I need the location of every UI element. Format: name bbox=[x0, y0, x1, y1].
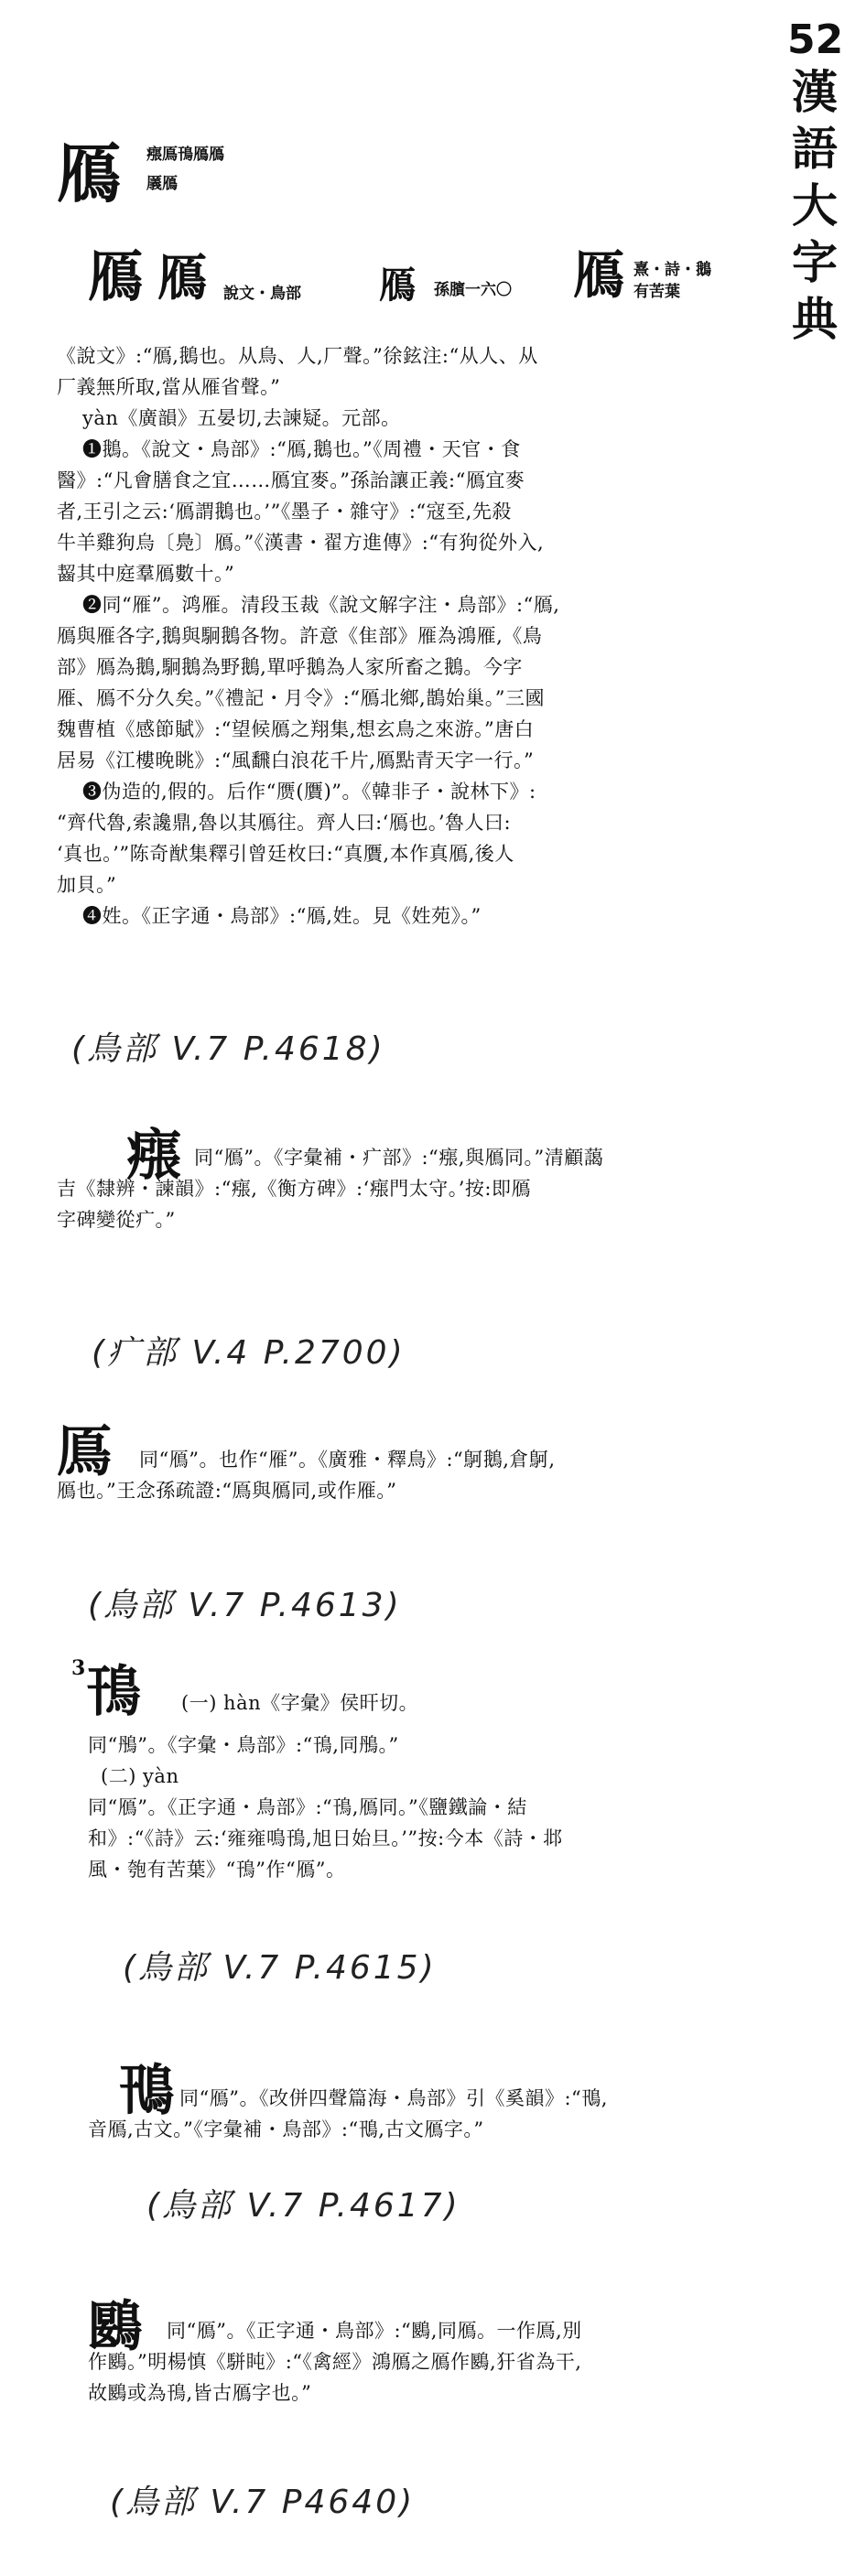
text-line: 同“鴈”。《字彙補・疒部》:“瘬,與鴈同。”清顧藹 bbox=[194, 1147, 604, 1169]
title-char: 漢 bbox=[792, 65, 838, 119]
text-line: 同“鴈”。《正字通・鳥部》:“鶠,同鴈。一作鳫,別 bbox=[167, 2320, 582, 2342]
entry1-body bbox=[57, 340, 789, 932]
text-line: 同“鴈”。《改併四聲篇海・鳥部》引《奚韻》:“鳵, bbox=[179, 2087, 608, 2109]
entry5-headword: 鳵 bbox=[119, 2059, 174, 2123]
entry4-stroke-count: 3 bbox=[71, 1656, 86, 1680]
text-line: ‘真也。’”陈奇猷集釋引曾廷枚曰:“真贋,本作真鴈,後人 bbox=[57, 843, 514, 865]
entry1-variants-bottom: 㕒鴈 bbox=[146, 175, 178, 193]
text-line: 作鶠。”明楊慎《駢盹》:“《禽經》鴻鴈之鴈作鶠,犴省為干, bbox=[88, 2351, 582, 2373]
text-line: 故鶠或為鳱,皆古鴈字也。” bbox=[88, 2382, 312, 2404]
glyph-source: 熹・詩・鵝 bbox=[633, 261, 711, 279]
text-line: 魏曹植《感節賦》:“望候鴈之翔集,想玄鳥之來游。”唐白 bbox=[57, 718, 535, 740]
text-line: 吉《隸辨・諫韻》:“瘬,《衡方碑》:‘瘬門太守。’按:即鴈 bbox=[57, 1178, 531, 1200]
text-line: 風・匏有苦葉》“鳱”作“鴈”。 bbox=[88, 1859, 346, 1881]
glyph-seal: 鴈 bbox=[157, 248, 207, 307]
entry4-reading-1: (一) hàn《字彙》侯旰切。 bbox=[181, 1692, 419, 1714]
glyph-source: 有苦葉 bbox=[633, 283, 680, 301]
entry4-body bbox=[88, 1730, 784, 1885]
handwritten-note: (鳥部 V.7 P.4617) bbox=[146, 2187, 460, 2225]
text-line: “齊代魯,索讒鼎,魯以其鴈往。齊人曰:‘鴈也。’魯人曰: bbox=[57, 812, 512, 834]
text-line: 和》:“《詩》云:‘雍雍鳴鳱,旭日始旦。’”按:今本《詩・邶 bbox=[88, 1827, 563, 1849]
text-line: 加貝。” bbox=[57, 874, 117, 896]
glyph-source: 孫臏一六〇 bbox=[434, 281, 512, 299]
text-line: 字碑變從疒。” bbox=[57, 1209, 176, 1231]
text-line: 醫》:“凡會膳食之宜……鴈宜麥。”孫詒讓正義:“鴈宜麥 bbox=[57, 469, 525, 491]
handwritten-note: (疒部 V.4 P.2700) bbox=[92, 1334, 406, 1372]
text-line: 鴈也。”王念孫疏證:“鳫與鴈同,或作雁。” bbox=[57, 1480, 397, 1502]
glyph-source: 說文・鳥部 bbox=[223, 285, 301, 303]
text-line: 同“鴅”。《字彙・鳥部》:“鳱,同鴅。” bbox=[88, 1734, 399, 1756]
text-line: 齧其中庭羣鴈數十。” bbox=[57, 563, 235, 585]
entry6-headword: 鶠 bbox=[88, 2295, 143, 2359]
text-line: 同“鴈”。也作“雁”。《廣雅・釋鳥》:“鴚鵝,倉鴚, bbox=[139, 1449, 556, 1471]
text-line: ❸伪造的,假的。后作“赝(贋)”。《韓非子・說林下》: bbox=[82, 781, 536, 803]
entry4-headword: 鳱 bbox=[86, 1660, 141, 1724]
entry2-headword: 瘬 bbox=[126, 1124, 181, 1188]
title-char: 字 bbox=[792, 235, 838, 289]
text-line: ❹姓。《正字通・鳥部》:“鴈,姓。見《姓苑》。” bbox=[82, 905, 482, 927]
text-line: 者,王引之云:‘鴈謂鵝也。’”《墨子・雜守》:“寇至,先殺 bbox=[57, 501, 512, 523]
entry1-variants-top: 瘬鳫鳱鴈鴈 bbox=[146, 146, 224, 164]
text-line: 同“鴈”。《正字通・鳥部》:“鳱,鴈同。”《鹽鐵論・結 bbox=[88, 1796, 527, 1818]
handwritten-note: (鳥部 V.7 P.4618) bbox=[71, 1030, 385, 1068]
text-line: 厂義無所取,當从雁省聲。” bbox=[57, 376, 281, 398]
text-line: 部》鴈為鵝,駉鵝為野鵝,單呼鵝為人家所畜之鵝。今字 bbox=[57, 656, 523, 678]
entry5-body bbox=[88, 2083, 802, 2145]
text-line: 鴈與雁各字,鵝與駉鵝各物。許意《隹部》雁為鴻雁,《鳥 bbox=[57, 625, 543, 647]
entry3-headword: 鳫 bbox=[57, 1420, 112, 1484]
entry1-headword: 鴈 bbox=[57, 135, 121, 211]
text-line: ❶鵝。《說文・鳥部》:“鴈,鵝也。”《周禮・天官・食 bbox=[82, 438, 521, 460]
glyph-bamboo: 鴈 bbox=[379, 264, 416, 307]
handwritten-note: (鳥部 V.7 P.4613) bbox=[88, 1587, 402, 1624]
glyph-small-seal: 鴈 bbox=[88, 245, 143, 309]
glyph-stone: 鴈 bbox=[573, 245, 624, 306]
text-line: 牛羊雞狗烏〔鳧〕鴈。”《漢書・翟方進傳》:“有狗從外入, bbox=[57, 532, 545, 554]
text-line: ❷同“雁”。鸿雁。清段玉裁《說文解字注・鳥部》:“鴈, bbox=[82, 594, 560, 616]
handwritten-note: (鳥部 V.7 P4640) bbox=[110, 2484, 416, 2521]
text-line: 居易《江樓晚眺》:“風飜白浪花千片,鴈點青天字一行。” bbox=[57, 749, 535, 771]
dictionary-side-title bbox=[787, 16, 842, 348]
text-line: 《說文》:“鴈,鵝也。从鳥、人,厂聲。”徐鉉注:“从人、从 bbox=[57, 345, 538, 367]
page-number: 52 bbox=[787, 16, 844, 63]
handwritten-note: (鳥部 V.7 P.4615) bbox=[123, 1949, 437, 1987]
title-char: 典 bbox=[792, 292, 838, 346]
entry1-glyph-row bbox=[88, 240, 784, 322]
entry2-body bbox=[57, 1142, 789, 1235]
text-line: yàn《廣韻》五晏切,去諫疑。元部。 bbox=[82, 407, 401, 429]
text-line: (二) yàn bbox=[101, 1765, 179, 1787]
text-line: 雁、鴈不分久矣。”《禮記・月令》:“鴈北鄉,鵲始巢。”三國 bbox=[57, 687, 545, 709]
title-char: 語 bbox=[792, 122, 838, 176]
entry3-body bbox=[57, 1444, 789, 1506]
text-line: 音鴈,古文。”《字彙補・鳥部》:“鳵,古文鴈字。” bbox=[88, 2118, 484, 2140]
entry6-body bbox=[88, 2315, 802, 2409]
title-char: 大 bbox=[792, 178, 838, 232]
